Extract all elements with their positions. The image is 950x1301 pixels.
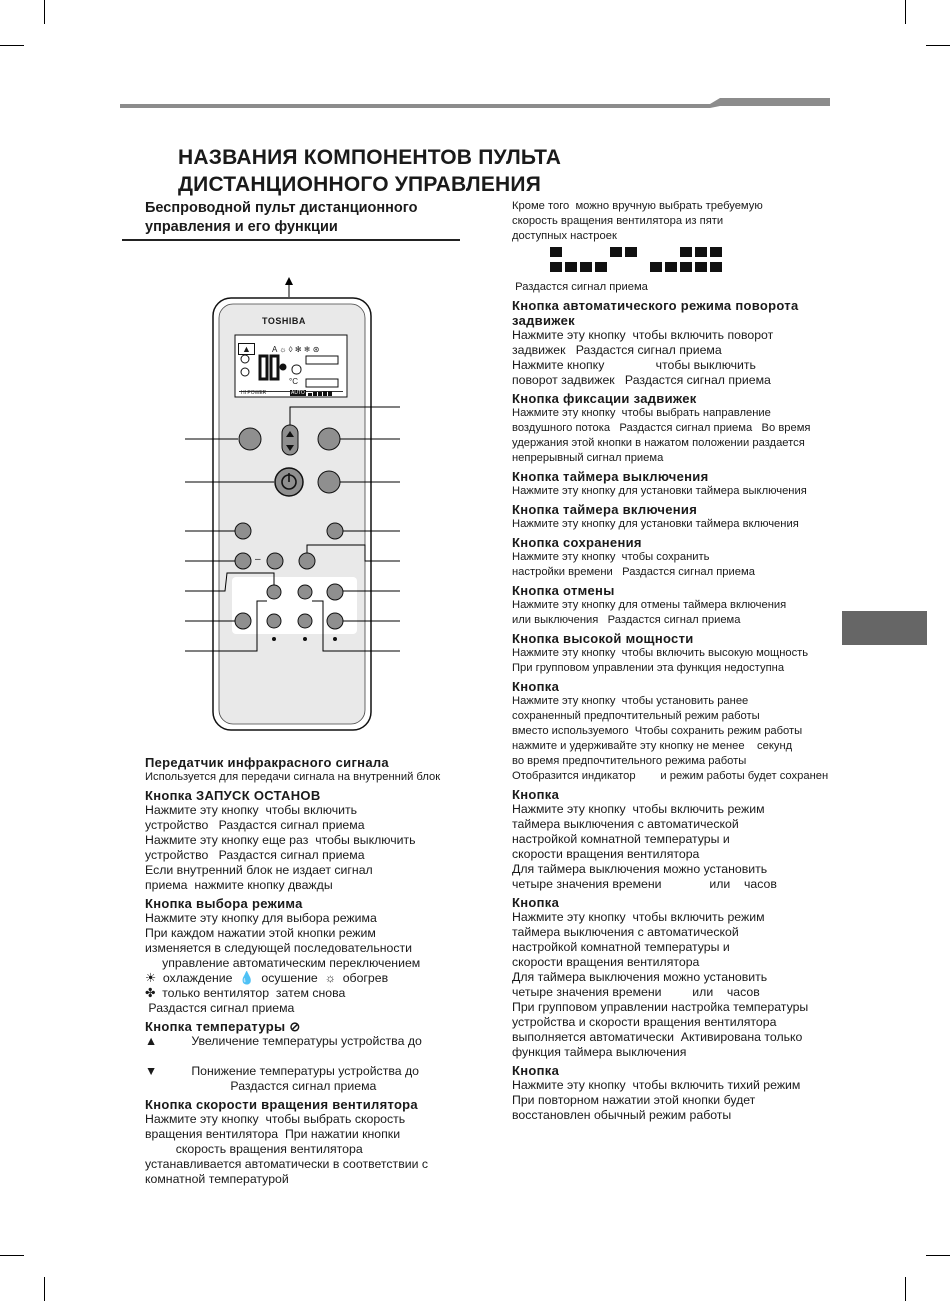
section-heading: Кнопка автоматического режима поворота задвижек — [512, 298, 799, 328]
text-line: выполняется автоматически Активирована только — [512, 1030, 803, 1044]
text-line: устройства и скорости вращения вентилятора — [512, 1015, 777, 1029]
text-line: Нажмите эту кнопку чтобы выбрать скорость — [145, 1112, 406, 1126]
text-line: Нажмите эту кнопку чтобы включить тихий режим — [512, 1078, 801, 1092]
text-line: Раздастся сигнал приема — [512, 281, 648, 293]
text-line: четыре значения времени или часов — [512, 877, 777, 891]
text-line — [145, 1049, 460, 1064]
display-hipower: HI POWER — [241, 390, 267, 396]
section — [145, 788, 460, 893]
text-line: поворот задвижек Раздастся сигнал приема — [512, 373, 771, 387]
text-line: При групповом управлении эта функция недоступна — [512, 662, 785, 674]
text-line: скорость вращения вентилятора — [145, 1142, 363, 1156]
text-line: Нажмите эту кнопку чтобы включить поворот — [512, 328, 774, 342]
text-line: При групповом управлении настройка температуры — [512, 1000, 809, 1014]
page-title: НАЗВАНИЯ КОМПОНЕНТОВ ПУЛЬТА ДИСТАНЦИОННОГО УПРАВЛЕНИЯ — [178, 146, 562, 196]
text-line: Нажмите эту кнопку чтобы включить режим — [512, 910, 765, 924]
crop-mark — [926, 1255, 950, 1256]
section — [145, 896, 460, 1016]
section-heading: Кнопка высокой мощности — [512, 631, 694, 646]
section-heading: Кнопка скорости вращения вентилятора — [145, 1097, 418, 1112]
text-line: настройкой комнатной температуры и — [512, 940, 730, 954]
subtitle-rule — [122, 239, 460, 241]
section — [512, 391, 832, 466]
text-line: таймера выключения с автоматической — [512, 817, 739, 831]
text-line: При каждом нажатии этой кнопки режим — [145, 926, 376, 940]
page-subtitle: Беспроводной пульт дистанционного управления и его функции — [145, 200, 418, 235]
section-heading: Кнопка температуры ⊘ — [145, 1019, 301, 1034]
section-heading: Кнопка — [512, 895, 560, 910]
section — [512, 280, 832, 295]
text-line: сохраненный предпочтительный режим работы — [512, 710, 760, 722]
section-heading: Кнопка отмены — [512, 583, 615, 598]
text-line: ✤ только вентилятор затем снова — [145, 986, 346, 1000]
text-line: воздушного потока Раздастся сигнал приема Во время — [512, 422, 811, 434]
text-line: Нажмите эту кнопку чтобы установить ранее — [512, 695, 749, 707]
text-line: устанавливается автоматически в соответствии с — [145, 1157, 429, 1171]
section — [512, 502, 832, 532]
text-line: Нажмите эту кнопку для отмены таймера включения — [512, 599, 787, 611]
crop-mark — [905, 1277, 906, 1301]
section — [512, 199, 832, 244]
text-line: нажмите и удерживайте эту кнопку не менее секунд — [512, 740, 793, 752]
text-line: ▼ Понижение температуры устройства до — [145, 1064, 420, 1078]
text-line: Для таймера выключения можно установить — [512, 862, 768, 876]
section — [145, 755, 460, 785]
section-heading: Кнопка фиксации задвижек — [512, 391, 697, 406]
text-line: ☀ охлаждение 💧 осушение ☼ обогрев — [145, 971, 389, 985]
crop-mark — [0, 1255, 24, 1256]
display-triangle: ▲ — [238, 343, 255, 355]
remote-brand: TOSHIBA — [262, 316, 306, 326]
text-line: изменяется в следующей последовательности — [145, 941, 413, 955]
text-line: или выключения Раздастся сигнал приема — [512, 614, 741, 626]
text-line: Нажмите кнопку чтобы выключить — [512, 358, 756, 372]
section-heading: Кнопка — [512, 1063, 560, 1078]
text-line: Нажмите эту кнопку чтобы выбрать направление — [512, 407, 771, 419]
text-line: настройкой комнатной температуры и — [512, 832, 730, 846]
text-line: настройки времени Раздастся сигнал приема — [512, 566, 755, 578]
section — [145, 1019, 460, 1094]
text-line: во время предпочтительного режима работы — [512, 755, 747, 767]
remote-dash: – — [255, 554, 261, 565]
text-line: При повторном нажатии этой кнопки будет — [512, 1093, 756, 1107]
text-line: вместо используемого Чтобы сохранить режим работы — [512, 725, 803, 737]
section-heading: Кнопка выбора режима — [145, 896, 303, 911]
text-line: Нажмите эту кнопку чтобы включить высокую мощность — [512, 647, 809, 659]
text-line: скорость вращения вентилятора из пяти — [512, 215, 724, 227]
crop-mark — [44, 0, 45, 24]
crop-mark — [905, 0, 906, 24]
text-line: Нажмите эту кнопку чтобы включить режим — [512, 802, 765, 816]
display-celsius: °C — [289, 377, 298, 386]
text-line: таймера выключения с автоматической — [512, 925, 739, 939]
section — [512, 469, 832, 499]
section-tab — [842, 611, 927, 645]
section — [512, 535, 832, 580]
text-line: Раздастся сигнал приема — [145, 1079, 377, 1093]
text-line: Используется для передачи сигнала на внутренний блок — [145, 771, 441, 783]
section — [512, 631, 832, 676]
section-heading: Кнопка таймера включения — [512, 502, 698, 517]
text-line: Для таймера выключения можно установить — [512, 970, 768, 984]
section — [512, 895, 832, 1060]
header-bar — [120, 96, 830, 112]
crop-mark — [44, 1277, 45, 1301]
text-line: устройство Раздастся сигнал приема — [145, 848, 365, 862]
section-heading: Кнопка сохранения — [512, 535, 642, 550]
text-line: вращения вентилятора При нажатии кнопки — [145, 1127, 401, 1141]
text-line: восстановлен обычный режим работы — [512, 1108, 732, 1122]
text-line: задвижек Раздастся сигнал приема — [512, 343, 722, 357]
text-line: управление автоматическим переключением — [145, 956, 421, 970]
text-line: Нажмите эту кнопку для выбора режима — [145, 911, 377, 925]
text-line: Кроме того можно вручную выбрать требуемую — [512, 200, 763, 212]
text-line: Нажмите эту кнопку чтобы включить — [145, 803, 358, 817]
left-text-column — [145, 752, 460, 1188]
text-line: скорости вращения вентилятора — [512, 847, 700, 861]
display-mode-icons: A ☼ ◊ ✻ ❄ ⊛ — [272, 345, 320, 354]
crop-mark — [926, 45, 950, 46]
section — [512, 583, 832, 628]
text-line: Нажмите эту кнопку для установки таймера выключения — [512, 485, 807, 497]
section — [512, 1063, 832, 1123]
text-line: ▲ Увеличение температуры устройства до — [145, 1034, 422, 1048]
text-line: четыре значения времени или часов — [512, 985, 760, 999]
text-line: скорости вращения вентилятора — [512, 955, 700, 969]
section-heading: Кнопка ЗАПУСК ОСТАНОВ — [145, 788, 321, 803]
text-line: удержания этой кнопки в нажатом положении раздается — [512, 437, 805, 449]
text-line: Если внутренний блок не издает сигнал — [145, 863, 373, 877]
text-line: приема нажмите кнопку дважды — [145, 878, 333, 892]
text-line: устройство Раздастся сигнал приема — [145, 818, 365, 832]
right-text-column — [512, 199, 832, 1124]
text-line: Нажмите эту кнопку чтобы сохранить — [512, 551, 710, 563]
section-heading: Кнопка — [512, 679, 560, 694]
crop-mark — [0, 45, 24, 46]
display-auto: AUTO — [291, 390, 305, 396]
section-heading: Кнопка таймера выключения — [512, 469, 709, 484]
section — [512, 679, 832, 784]
section — [512, 787, 832, 892]
text-line: Нажмите эту кнопку для установки таймера включения — [512, 518, 799, 530]
text-line: Нажмите эту кнопку еще раз чтобы выключить — [145, 833, 416, 847]
text-line: Отобразится индикатор и режим работы будет сохранен — [512, 770, 829, 782]
text-line: функция таймера выключения — [512, 1045, 687, 1059]
text-line: Раздастся сигнал приема — [145, 1001, 295, 1015]
section — [512, 298, 832, 388]
text-line: доступных настроек — [512, 230, 617, 242]
section — [145, 1097, 460, 1187]
section-heading: Передатчик инфракрасного сигнала — [145, 755, 389, 770]
text-line: комнатной температурой — [145, 1172, 289, 1186]
text-line: непрерывный сигнал приема — [512, 452, 664, 464]
section-heading: Кнопка — [512, 787, 560, 802]
